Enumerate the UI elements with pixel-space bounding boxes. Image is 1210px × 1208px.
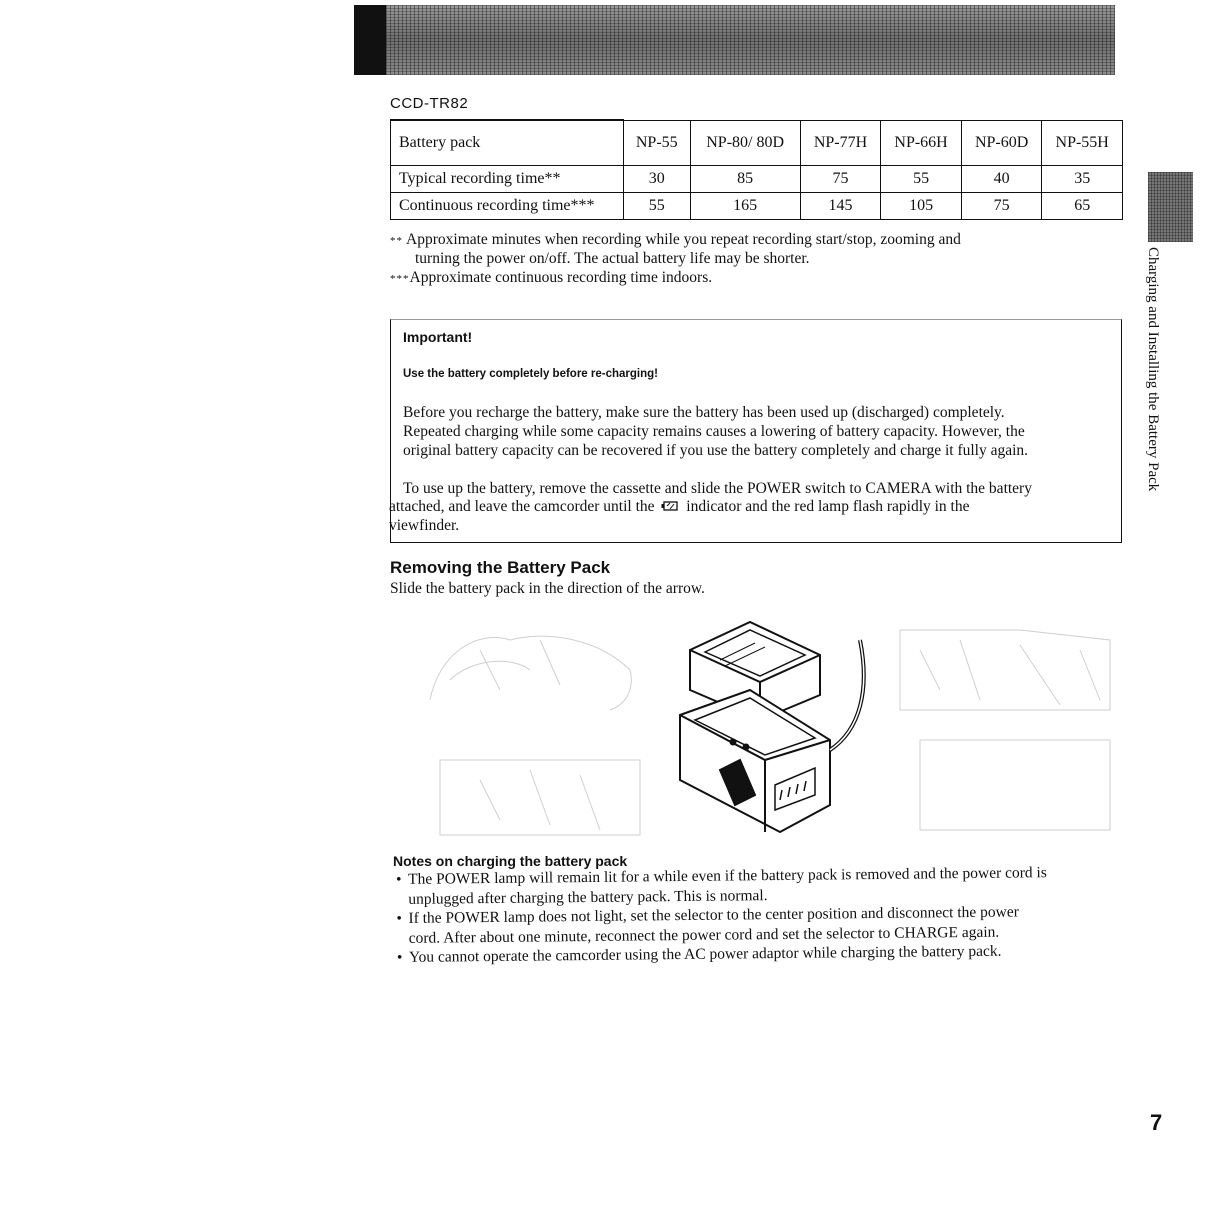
banner-black-block xyxy=(354,5,386,75)
pack-np80: NP-80/ 80D xyxy=(690,120,800,166)
table-row xyxy=(391,193,1123,220)
table-cell: 105 xyxy=(881,193,962,220)
battery-removal-illustration xyxy=(420,610,1120,850)
pack-np55: NP-55 xyxy=(624,120,691,166)
header-label: Battery pack xyxy=(391,120,624,166)
side-section-label: Charging and Installing the Battery Pack xyxy=(1145,247,1161,492)
battery-empty-icon xyxy=(661,500,679,512)
notes-heading: Notes on charging the battery pack xyxy=(393,853,628,869)
bullet: • xyxy=(396,909,403,927)
table-cell: 40 xyxy=(961,166,1042,193)
footnote-mark: *** xyxy=(390,273,410,285)
bullet: • xyxy=(396,948,403,966)
pack-np77h: NP-77H xyxy=(800,120,881,166)
table-cell: 55 xyxy=(624,193,691,220)
bullet: • xyxy=(396,870,402,888)
table-row xyxy=(391,166,1123,193)
footnote-text: Approximate minutes when recording while you repeat recording start/stop, zooming and xyxy=(406,231,961,248)
row-label: Typical recording time** xyxy=(391,166,624,193)
table-cell: 165 xyxy=(690,193,800,220)
important-para1-line3: original battery capacity can be recovered if you use the battery completely and charge it fully again. xyxy=(403,442,1029,459)
para-text: indicator and the red lamp flash rapidly in the xyxy=(686,498,970,515)
table-cell: 35 xyxy=(1042,166,1123,193)
footnote-triple xyxy=(390,268,712,289)
table-cell: 65 xyxy=(1042,193,1123,220)
footnote-double-cont: turning the power on/off. The actual battery life may be shorter. xyxy=(415,250,810,267)
note-line: unplugged after charging the battery pack. This is normal. xyxy=(408,886,768,908)
row-label: Continuous recording time*** xyxy=(391,193,624,220)
table-cell: 85 xyxy=(690,166,800,193)
battery-table xyxy=(390,119,1123,220)
section-heading: Removing the Battery Pack xyxy=(390,558,611,577)
table-cell: 75 xyxy=(961,193,1042,220)
pack-np55h: NP-55H xyxy=(1042,120,1123,166)
side-tab-marker xyxy=(1148,172,1193,242)
table-cell: 55 xyxy=(881,166,962,193)
important-para1-line2: Repeated charging while some capacity remains causes a lowering of battery capacity. However, the xyxy=(403,423,1025,440)
important-para2-line2 xyxy=(389,497,1099,517)
para-text: attached, and leave the camcorder until the xyxy=(389,498,655,515)
model-name: CCD-TR82 xyxy=(390,95,469,112)
important-para1-line1: Before you recharge the battery, make sure the battery has been used up (discharged) completely. xyxy=(403,404,1005,421)
footnote-mark: ** xyxy=(390,235,403,247)
header-banner xyxy=(354,5,1115,75)
important-para2-line1: To use up the battery, remove the cassette and slide the POWER switch to CAMERA with the battery xyxy=(403,480,1032,497)
table-cell: 75 xyxy=(800,166,881,193)
footnote-double xyxy=(390,230,961,251)
battery-charger xyxy=(680,690,830,832)
important-subtitle: Use the battery completely before re-charging! xyxy=(403,368,658,380)
note-line: The POWER lamp will remain lit for a while even if the battery pack is removed and the power cord is xyxy=(408,864,1047,888)
important-para2-line3: viewfinder. xyxy=(389,517,460,534)
pack-np60d: NP-60D xyxy=(961,120,1042,166)
table-cell: 145 xyxy=(800,193,881,220)
footnote-text: Approximate continuous recording time indoors. xyxy=(409,269,713,286)
table-cell: 30 xyxy=(624,166,691,193)
note-line: You cannot operate the camcorder using the AC power adaptor while charging the battery pack. xyxy=(408,942,1002,966)
note-line: If the POWER lamp does not light, set the selector to the center position and disconnect the power xyxy=(408,903,1019,927)
page-number: 7 xyxy=(1150,1110,1163,1135)
instruction-text: Slide the battery pack in the direction of the arrow. xyxy=(390,580,705,597)
table-header-row xyxy=(391,120,1123,166)
note-line: cord. After about one minute, reconnect the power cord and set the selector to CHARGE again. xyxy=(408,923,1000,947)
important-title: Important! xyxy=(403,329,473,345)
notes-list xyxy=(396,862,1127,967)
pack-np66h: NP-66H xyxy=(881,120,962,166)
